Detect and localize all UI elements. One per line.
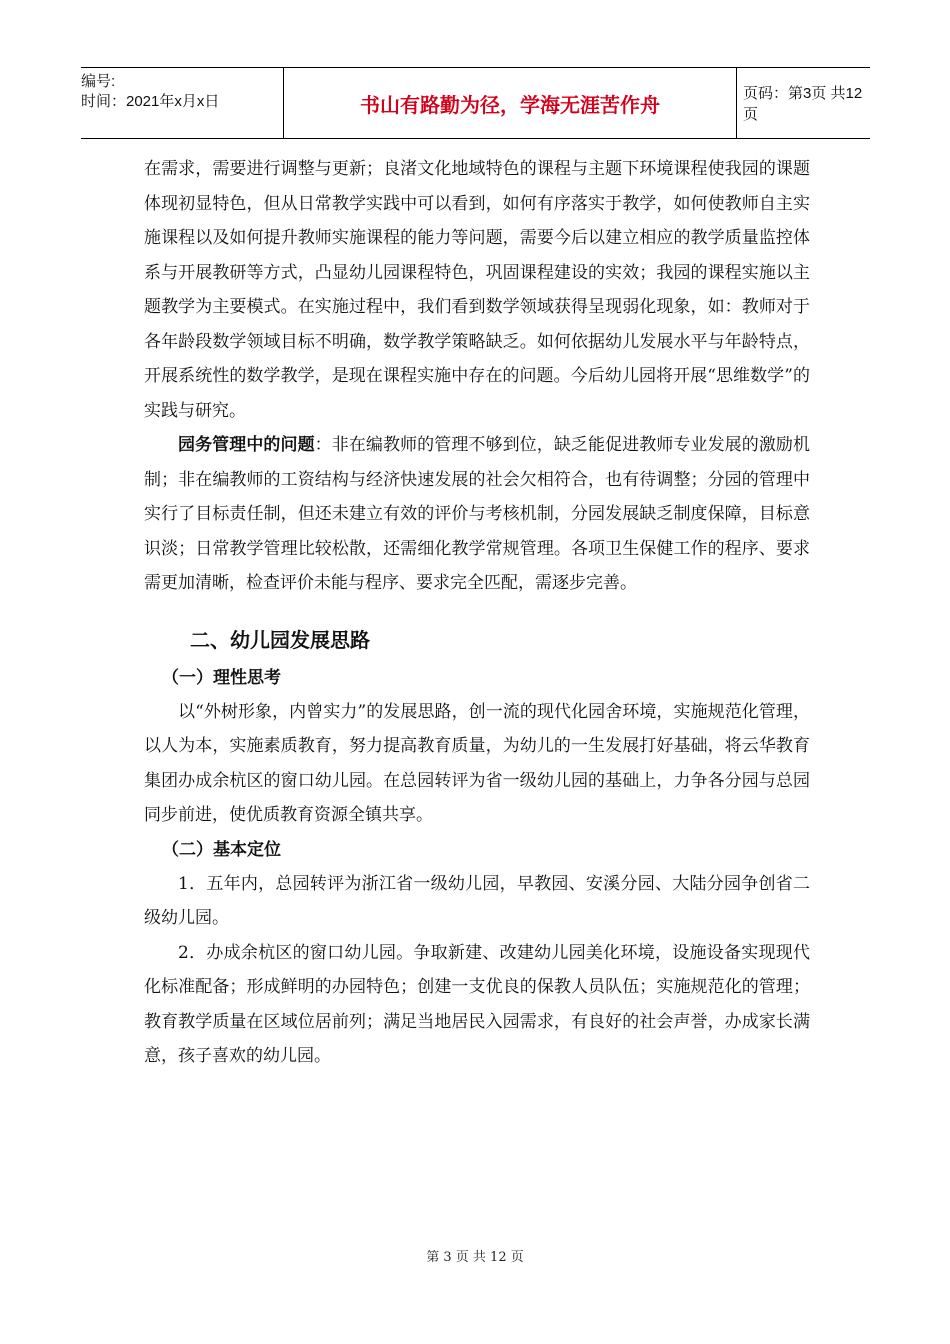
management-paragraph	[144, 428, 810, 601]
page-footer: 第 3 页 共 12 页	[426, 1250, 524, 1265]
section-heading: 二、幼儿园发展思路	[190, 627, 370, 652]
management-text: ：非在编教师的管理不够到位，缺乏能促进教师专业发展的激励机制；非在编教师的工资结构与经济快速发展的社会欠相符合，也有待调整；分园的管理中实行了目标责任制，但还未建立有效的评价与考核机制，分园发展缺乏制度保障，目标意识淡；日常教学管理比较松散，还需细化教学常规管理。各项卫生保健工作的程序、要求需更加清晰，检查评价未能与程序、要求完全匹配，需逐步完善。	[144, 435, 811, 593]
header-meta	[81, 68, 283, 138]
rational-paragraph: 以“外树形象，内曾实力”的发展思路，创一流的现代化园舍环境，实施规范化管理，以人为本，实施素质教育，努力提高教育质量，为幼儿的一生发展打好基础，将云华教育集团办成余杭区的窗口幼儿园。在总园转评为省一级幼儿园的基础上，力争各分园与总园同步前进，使优质教育资源全镇共享。	[144, 701, 810, 825]
document-number-label: 编号:	[81, 73, 116, 90]
list-item: 2．办成余杭区的窗口幼儿园。争取新建、改建幼儿园美化环境，设施设备实现现代化标准配备；形成鲜明的办园特色；创建一支优良的保教人员队伍；实施规范化的管理；教育教学质量在区域位居前列；满足当地居民入园需求，有良好的社会声誉，办成家长满意，孩子喜欢的幼儿园。	[144, 942, 810, 1066]
document-date: 时间：2021年x月x日	[81, 93, 220, 110]
body-paragraph: 在需求，需要进行调整与更新；良渚文化地域特色的课程与主题下环境课程使我园的课题体现初显特色，但从日常教学实践中可以看到，如何有序落实于教学，如何使教师自主实施课程以及如何提升教师实施课程的能力等问题，需要今后以建立相应的教学质量监控体系与开展教研等方式，凸显幼儿园课程特色，巩固课程建设的实效；我园的课程实施以主题教学为主要模式。在实施过程中，我们看到数学领域获得呈现弱化现象，如：教师对于各年龄段数学领域目标不明确，数学教学策略缺乏。如何依据幼儿发展水平与年龄特点，开展系统性的数学教学，是现在课程实施中存在的问题。今后幼儿园将开展“思维数学”的实践与研究。	[144, 159, 810, 421]
document-body	[144, 152, 810, 1074]
list-item: 1．五年内，总园转评为浙江省一级幼儿园，早教园、安溪分园、大陆分园争创省二级幼儿园。	[144, 873, 810, 928]
subsection-heading-positioning: （二）基本定位	[162, 839, 281, 860]
header-page-info: 页码：第3页 共12页	[743, 85, 863, 123]
header-motto: 书山有路勤为径，学海无涯苦作舟	[283, 68, 737, 138]
management-lead: 园务管理中的问题	[178, 435, 315, 455]
subsection-heading-rational: （一）理性思考	[162, 667, 281, 688]
page-header	[81, 67, 870, 139]
